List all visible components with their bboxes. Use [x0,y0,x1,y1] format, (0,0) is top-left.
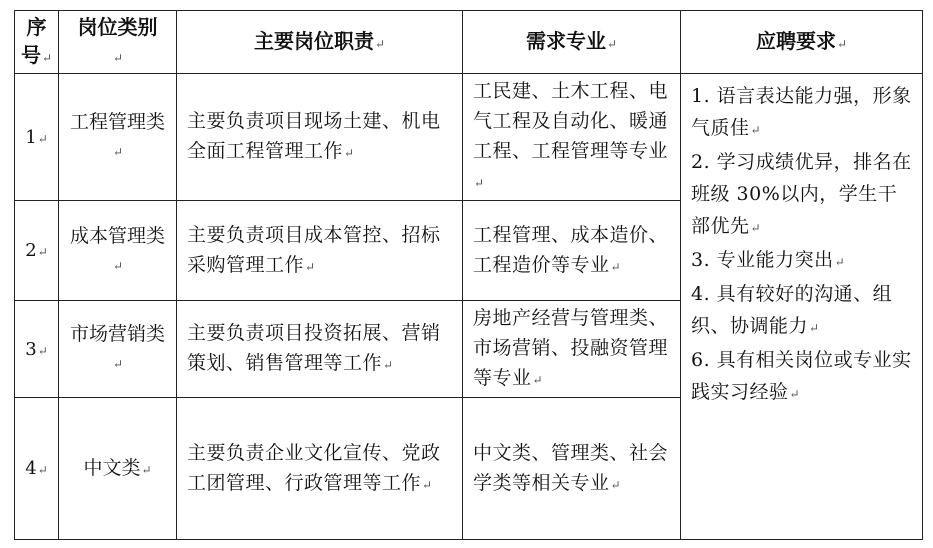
positions-table [14,10,923,540]
requirement-item: 2. 学习成绩优异，排名在班级 30%以内，学生干部优先↵ [691,151,912,237]
header-no: 序号↵ [15,11,59,74]
row-duties: 主要负责项目成本管控、招标采购管理工作↵ [177,201,463,301]
header-category: 岗位类别↵ [59,11,177,74]
row-majors: 工民建、土木工程、电气工程及自动化、暖通工程、工程管理等专业↵ [463,74,681,201]
paragraph-mark: ↵ [41,50,53,65]
header-requirements: 应聘要求↵ [681,11,923,74]
header-majors: 需求专业↵ [463,11,681,74]
row-category: 成本管理类↵ [59,201,177,301]
requirement-item: 6. 具有相关岗位或专业实践实习经验↵ [691,349,912,403]
table-row [15,74,923,201]
paragraph-mark: ↵ [836,36,848,51]
row-duties: 主要负责项目现场土建、机电全面工程管理工作↵ [177,74,463,201]
row-category: 工程管理类↵ [59,74,177,201]
row-category: 市场营销类↵ [59,301,177,398]
row-no: 2↵ [15,201,59,301]
requirement-item: 1. 语言表达能力强，形象气质佳↵ [691,85,912,139]
header-duties: 主要岗位职责↵ [177,11,463,74]
paragraph-mark: ↵ [112,50,124,65]
row-majors: 房地产经营与管理类、市场营销、投融资管理等专业↵ [463,301,681,398]
requirement-item: 4. 具有较好的沟通、组织、协调能力↵ [691,283,893,337]
row-no: 1↵ [15,74,59,201]
row-majors: 中文类、管理类、社会学类等相关专业↵ [463,398,681,540]
row-duties: 主要负责企业文化宣传、党政工团管理、行政管理等工作↵ [177,398,463,540]
row-no: 3↵ [15,301,59,398]
paragraph-mark: ↵ [374,36,386,51]
requirements-cell [681,74,923,540]
row-duties: 主要负责项目投资拓展、营销策划、销售管理等工作↵ [177,301,463,398]
row-category: 中文类↵ [59,398,177,540]
paragraph-mark: ↵ [606,36,618,51]
row-no: 4↵ [15,398,59,540]
header-row [15,11,923,74]
requirement-item: 3. 专业能力突出↵ [691,249,846,271]
row-majors: 工程管理、成本造价、工程造价等专业↵ [463,201,681,301]
